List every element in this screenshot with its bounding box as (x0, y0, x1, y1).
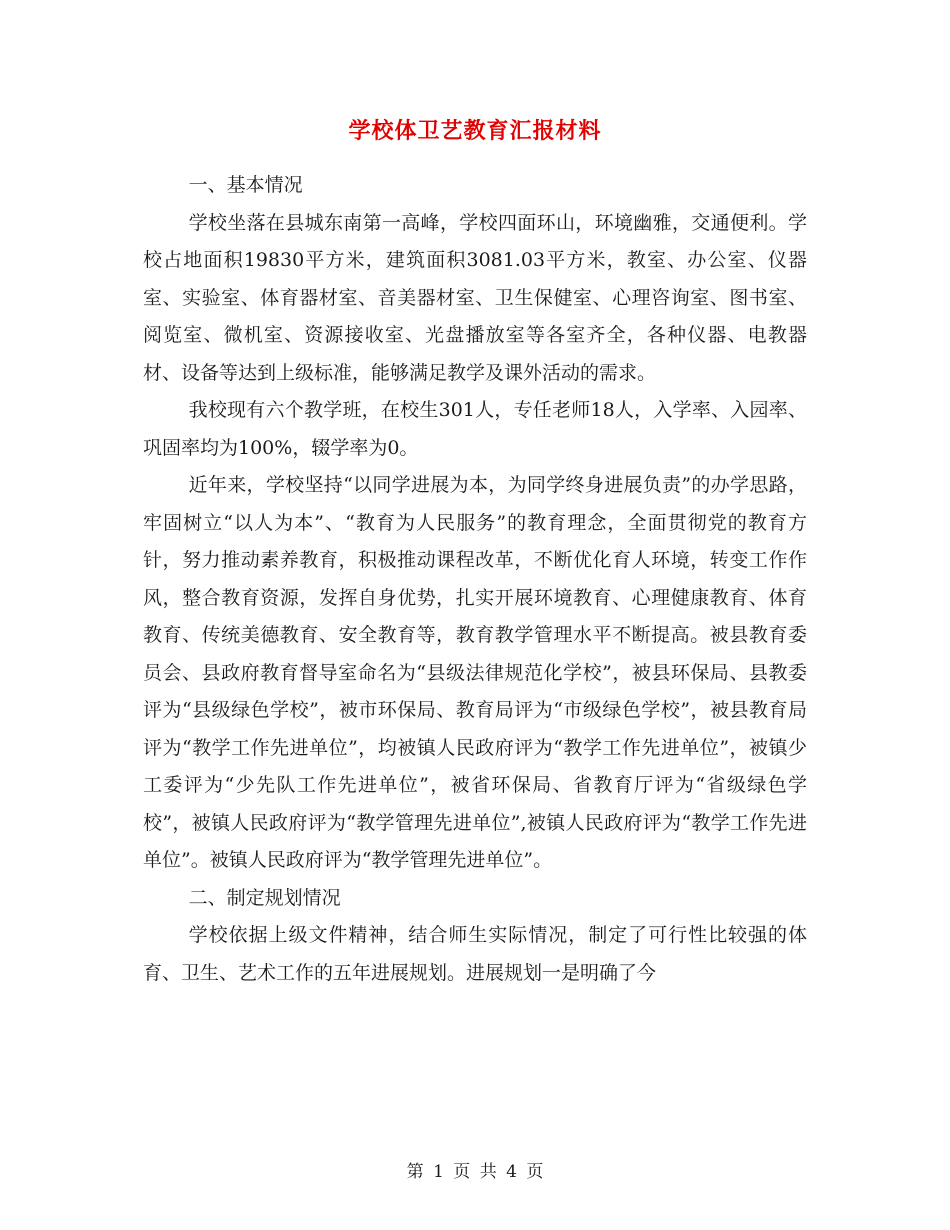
document-body (143, 167, 807, 992)
paragraph-planning: 学校依据上级文件精神，结合师生实际情况，制定了可行性比较强的体育、卫生、艺术工作的五年进展规划。进展规划一是明确了今 (143, 924, 807, 984)
page-footer: 第 1 页 共 4 页 (406, 1162, 544, 1182)
section-heading-basic-situation: 一、基本情况 (188, 174, 303, 196)
paragraph-school-location: 学校坐落在县城东南第一高峰，学校四面环山，环境幽雅，交通便利。学校占地面积19830平方米，建筑面积3081.03平方米，教室、办公室、仪器室、实验室、体育器材室、音美器材室、卫生保健室、心理咨询室、图书室、阅览室、微机室、资源接收室、光盘播放室等各室齐全，各种仪器、电教器材、设备等达到上级标准，能够满足教学及课外活动的需求。 (143, 211, 807, 384)
document-title: 学校体卫艺教育汇报材料 (348, 118, 602, 144)
paragraph-school-statistics: 我校现有六个教学班，在校生301人，专任老师18人，入学率、入园率、巩固率均为100%，辍学率为0。 (143, 399, 807, 459)
paragraph-school-achievements: 近年来，学校坚持“以同学进展为本，为同学终身进展负责”的办学思路，牢固树立“以人为本”、“教育为人民服务”的教育理念，全面贯彻党的教育方针，努力推动素养教育，积极推动课程改革，不断优化育人环境，转变工作作风，整合教育资源，发挥自身优势，扎实开展环境教育、心理健康教育、体育教育、传统美德教育、安全教育等，教育教学管理水平不断提高。被县教育委员会、县政府教育督导室命名为“县级法律规范化学校”，被县环保局、县教委评为“县级绿色学校”，被市环保局、教育局评为“市级绿色学校”，被县教育局评为“教学工作先进单位”，均被镇人民政府评为“教学工作先进单位”，被镇少工委评为“少先队工作先进单位”，被省环保局、省教育厅评为“省级绿色学校”，被镇人民政府评为“教学管理先进单位”,被镇人民政府评为“教学工作先进单位”。被镇人民政府评为“教学管理先进单位”。 (143, 474, 807, 871)
section-heading-planning: 二、制定规划情况 (188, 886, 341, 909)
